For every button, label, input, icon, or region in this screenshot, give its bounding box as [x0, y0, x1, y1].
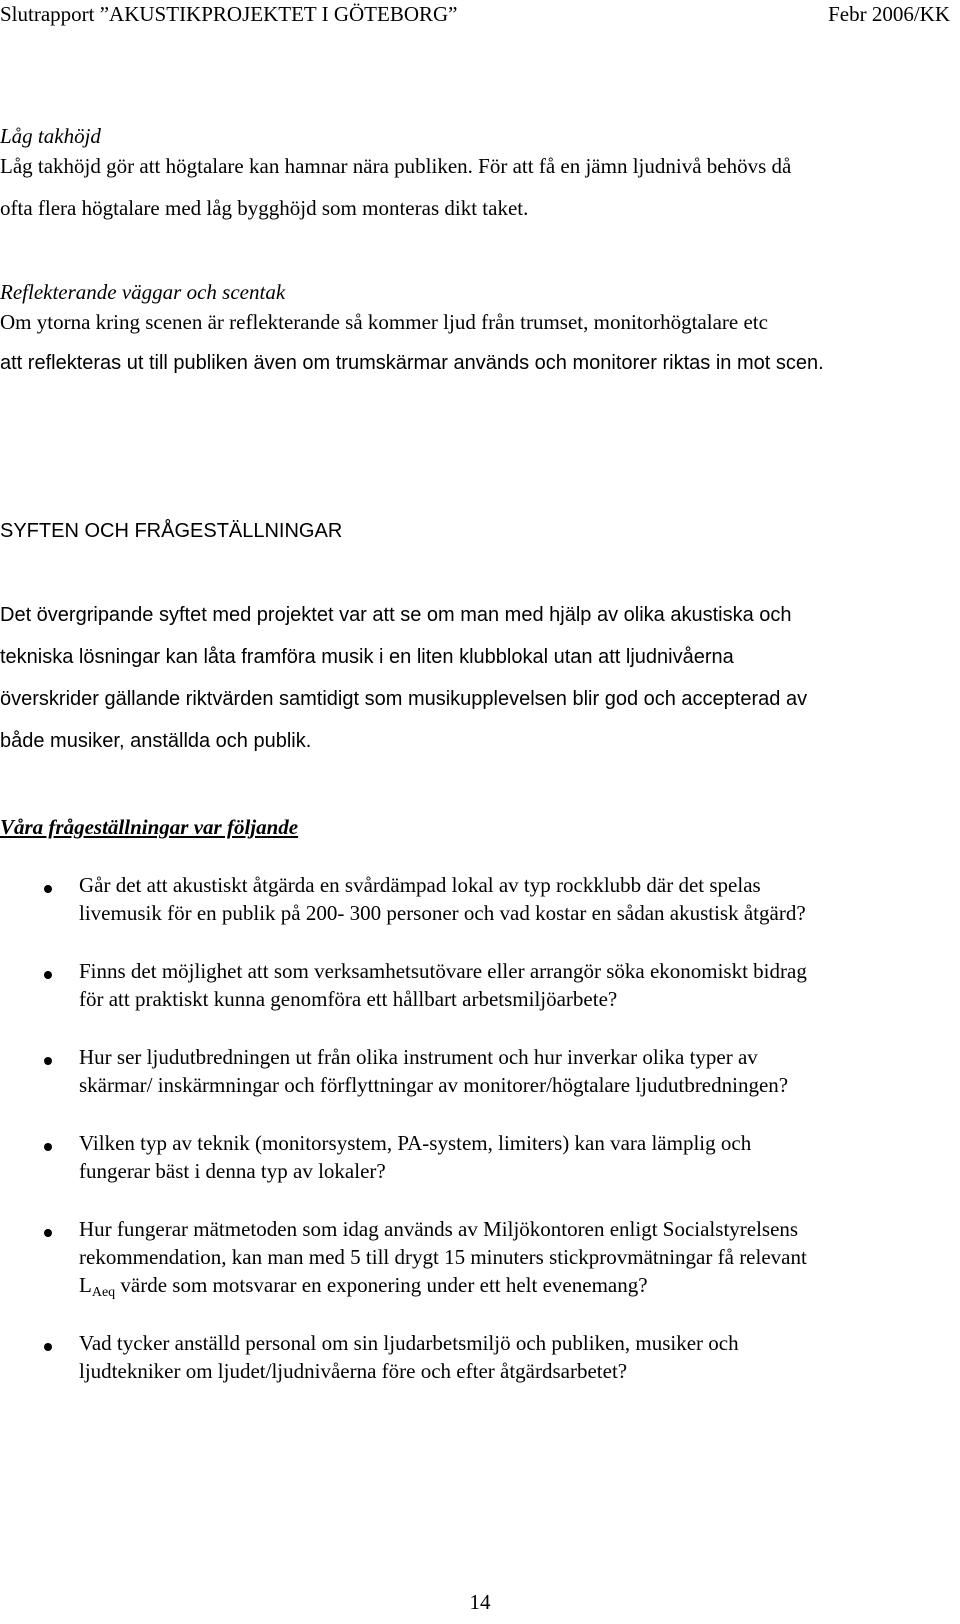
question-3-line-2: skärmar/ inskärmningar och förflyttningar av monitorer/högtalare ljudutbredningen? — [79, 1073, 789, 1097]
questions-heading: Våra frågeställningar var följande — [0, 815, 299, 839]
reflecting-walls-heading: Reflekterande väggar och scentak — [0, 280, 286, 304]
question-2-line-1: Finns det möjlighet att som verksamhetsutövare eller arrangör söka ekonomiskt bidrag — [79, 959, 807, 983]
low-ceiling-line-1: Låg takhöjd gör att högtalare kan hamnar nära publiken. För att få en jämn ljudnivå behövs då — [0, 154, 792, 178]
purpose-line-1: Det övergripande syftet med projektet var att se om man med hjälp av olika akustiska och — [0, 604, 792, 626]
question-5-line-2: rekommendation, kan man med 5 till drygt 15 minuters stickprovmätningar få relevant — [79, 1245, 807, 1269]
purpose-line-4: både musiker, anställda och publik. — [0, 730, 312, 752]
question-6-line-2: ljudtekniker om ljudet/ljudnivåerna före och efter åtgärdsarbetet? — [79, 1359, 628, 1383]
low-ceiling-line-2: ofta flera högtalare med låg bygghöjd som monteras dikt taket. — [0, 196, 529, 220]
bullet-icon — [44, 1229, 52, 1237]
question-5-line-3 — [79, 1273, 648, 1301]
question-4-line-1: Vilken typ av teknik (monitorsystem, PA-system, limiters) kan vara lämplig och — [79, 1131, 752, 1155]
bullet-icon — [44, 885, 52, 893]
bullet-icon — [44, 1343, 52, 1351]
purpose-line-3: överskrider gällande riktvärden samtidigt som musikupplevelsen blir god och accepterad av — [0, 688, 808, 710]
low-ceiling-heading: Låg takhöjd — [0, 124, 101, 148]
purpose-line-2: tekniska lösningar kan låta framföra musik i en liten klubblokal utan att ljudnivåerna — [0, 646, 734, 668]
question-4-line-2: fungerar bäst i denna typ av lokaler? — [79, 1159, 386, 1183]
reflecting-walls-line-2: att reflekteras ut till publiken även om trumskärmar används och monitorer riktas in mot scen. — [0, 352, 824, 374]
question-1-line-2: livemusik för en publik på 200- 300 personer och vad kostar en sådan akustisk åtgärd? — [79, 901, 806, 925]
question-2-line-2: för att praktiskt kunna genomföra ett hållbart arbetsmiljöarbete? — [79, 987, 618, 1011]
laeq-symbol: L — [79, 1273, 92, 1297]
purpose-heading: SYFTEN OCH FRÅGESTÄLLNINGAR — [0, 520, 343, 542]
bullet-icon — [44, 1143, 52, 1151]
laeq-subscript: Aeq — [91, 1285, 116, 1300]
document-header-title: Slutrapport ”AKUSTIKPROJEKTET I GÖTEBORG” — [0, 2, 458, 26]
document-header-date: Febr 2006/KK — [828, 2, 950, 26]
page-number: 14 — [469, 1590, 491, 1614]
question-6-line-1: Vad tycker anställd personal om sin ljudarbetsmiljö och publiken, musiker och — [79, 1331, 739, 1355]
laeq-rest: värde som motsvarar en exponering under ett helt evenemang? — [115, 1273, 648, 1297]
question-5-line-1: Hur fungerar mätmetoden som idag används av Miljökontoren enligt Socialstyrelsens — [79, 1217, 799, 1241]
bullet-icon — [44, 971, 52, 979]
bullet-icon — [44, 1057, 52, 1065]
question-1-line-1: Går det att akustiskt åtgärda en svårdämpad lokal av typ rockklubb där det spelas — [79, 873, 761, 897]
reflecting-walls-line-1: Om ytorna kring scenen är reflekterande så kommer ljud från trumset, monitorhögtalare etc — [0, 310, 768, 334]
question-3-line-1: Hur ser ljudutbredningen ut från olika instrument och hur inverkar olika typer av — [79, 1045, 758, 1069]
